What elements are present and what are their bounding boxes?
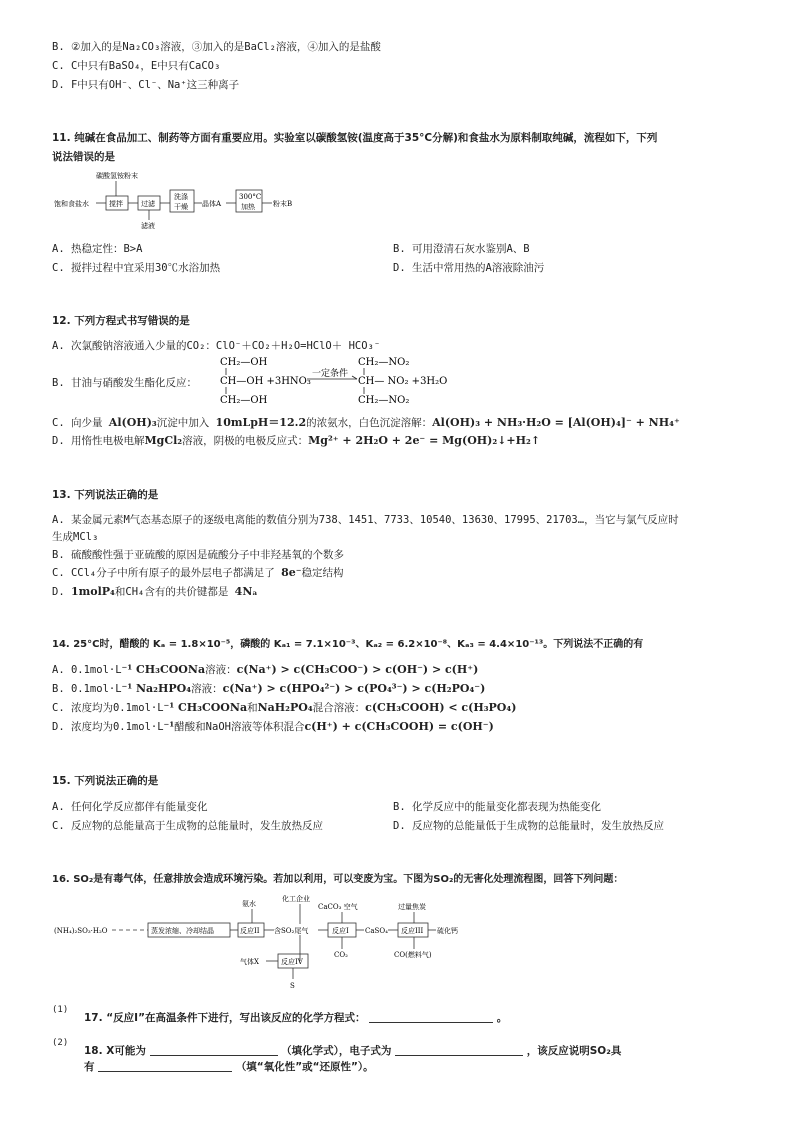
q14-b-math2: c(Na⁺) > c(HPO₄²⁻) > c(PO₄³⁻) > c(H₂PO₄⁻)	[222, 682, 486, 695]
q12-struct-r2: CH— NO₂ +3H₂O	[358, 376, 448, 387]
q12-d-text2: 溶液，阴极的电极反应式：	[182, 435, 309, 447]
q12-c-math1: Al(OH)₃	[108, 416, 157, 429]
q12-d-text1: D. 用惰性电极电解	[52, 435, 145, 447]
q13-d-text1: D.	[52, 586, 71, 598]
prev-option-d: D. F中只有OH⁻、Cl⁻、Na⁺这三种离子	[52, 79, 240, 91]
q16-sub2-property-blank[interactable]	[98, 1060, 232, 1072]
q15-option-d: D. 反应物的总能量低于生成物的总能量时，发生放热反应	[393, 820, 664, 832]
q16-sub2-text-b: （填化学式），电子式为	[281, 1045, 392, 1057]
q11-option-b: B. 可用澄清石灰水鉴别A、B	[393, 243, 530, 255]
q12-glycerol-structure	[212, 354, 452, 410]
q12-struct-r3: CH₂—NO₂	[358, 395, 410, 406]
q16-flow-box-evap-label: 蒸发浓缩、冷却结晶	[151, 927, 214, 935]
q13-stem: 13. 下列说法正确的是	[52, 489, 159, 501]
q12-option-d	[52, 434, 540, 448]
q12-option-a: A. 次氯酸钠溶液通入少量的CO₂：ClO⁻＋CO₂＋H₂O=HClO＋ HCO₃⁻	[52, 340, 381, 352]
q16-flow-tail-gas: 含SO₂尾气	[274, 927, 309, 935]
q11-flow-box-wash-label2: 干燥	[174, 203, 188, 211]
q16-flow-co: CO(燃料气)	[394, 951, 432, 959]
q16-flow-gas-x: 气体X	[240, 958, 259, 966]
q14-b-text2: 溶液：	[191, 683, 223, 695]
q16-flow-plant: 化工企业	[282, 895, 310, 903]
q14-c-math2: NaH₂PO₄	[257, 701, 313, 714]
q16-flow-coke: 过量焦炭	[398, 903, 426, 911]
q13-d-text2: 和CH₄含有的共价键都是	[114, 586, 235, 598]
q16-flow-co2: CO₂	[334, 951, 348, 959]
q16-stem: 16. SO₂是有毒气体，任意排放会造成环境污染。若加以利用，可以变废为宝。下图为SO₂的无害化处理流程图，回答下列问题：	[52, 874, 624, 885]
q14-a-text2: 溶液：	[205, 664, 237, 676]
q16-sub1	[84, 1011, 507, 1025]
q12-struct-condition: 一定条件	[312, 369, 349, 379]
q14-b-text1: B. 0.1mol·L	[52, 683, 122, 695]
q14-d-math1: ⁻¹	[163, 720, 175, 733]
q16-flow-caso4: CaSO₄	[365, 927, 388, 935]
q11-flow-filtrate: 滤液	[141, 222, 155, 230]
q11-stem-line1: 11. 纯碱在食品加工、制药等方面有重要应用。实验室以碳酸氢铵(温度高于35°C分解)和食盐水为原料制取纯碱，流程如下，下列	[52, 132, 658, 144]
q14-option-b	[52, 682, 485, 696]
q11-flow-box-filter-label: 过滤	[141, 200, 155, 208]
q16-sub1-answer-blank[interactable]	[369, 1011, 493, 1023]
q11-flow-box-heat-label2: 加热	[241, 203, 255, 211]
q11-option-d: D. 生活中常用热的A溶液除油污	[393, 262, 545, 274]
q16-sub2-text-e: （填“氧化性”或“还原性”）。	[235, 1061, 374, 1073]
q11-flow-input-left: 饱和食盐水	[54, 200, 89, 208]
q16-sub2-formula-blank[interactable]	[150, 1044, 278, 1056]
prev-option-b: B. ②加入的是Na₂CO₃溶液，③加入的是BaCl₂溶液，④加入的是盐酸	[52, 41, 381, 53]
q12-struct-r1: CH₂—NO₂	[358, 357, 410, 368]
q13-c-math: 8e⁻	[281, 566, 302, 579]
q14-d-text2: 醋酸和NaOH溶液等体积混合	[174, 721, 305, 733]
q14-c-text3: 混合溶液：	[312, 702, 366, 714]
q14-a-math1: ⁻¹ CH₃COONa	[121, 663, 206, 676]
q16-flow-box-r4-label: 反应IV	[281, 958, 303, 966]
q12-c-text1: C. 向少量	[52, 417, 109, 429]
q13-d-math1: 1molP₄	[70, 585, 115, 598]
q16-sub1-text: 17. “反应I”在高温条件下进行，写出该反应的化学方程式：	[84, 1012, 366, 1024]
q14-b-math1: ⁻¹ Na₂HPO₄	[121, 682, 192, 695]
q16-flow-product: (NH₄)₂SO₃·H₂O	[54, 927, 108, 935]
q12-stem: 12. 下列方程式书写错误的是	[52, 315, 190, 327]
q14-c-text1: C. 浓度均为0.1mol·L	[52, 702, 164, 714]
q12-struct-l1: CH₂—OH	[220, 357, 268, 368]
q16-sub1-end: 。	[496, 1012, 508, 1024]
q16-sub2-electron-blank[interactable]	[395, 1044, 523, 1056]
q14-a-math2: c(Na⁺) > c(CH₃COO⁻) > c(OH⁻) > c(H⁺)	[236, 663, 479, 676]
q16-sub2-text-c: ，该反应说明SO₂具	[526, 1045, 622, 1057]
q15-option-a: A. 任何化学反应都伴有能量变化	[52, 801, 208, 813]
q16-sub2-line1	[84, 1044, 621, 1058]
q11-flow-box-stir-label: 搅拌	[109, 200, 123, 208]
q11-stem-line2: 说法错误的是	[52, 151, 115, 163]
q13-d-math2: 4Nₐ	[234, 585, 258, 598]
q16-flow-ammonia: 氨水	[242, 900, 256, 908]
q12-d-math2: Mg²⁺ + 2H₂O + 2e⁻ = Mg(OH)₂↓+H₂↑	[308, 434, 541, 447]
q12-option-b-label: B. 甘油与硝酸发生酯化反应：	[52, 377, 197, 389]
q12-c-math3: Al(OH)₃ + NH₃·H₂O = [Al(OH)₄]⁻ + NH₄⁺	[432, 416, 680, 429]
q12-struct-l3: CH₂—OH	[220, 395, 268, 406]
q16-flow-caco3-air: CaCO₃ 空气	[318, 903, 358, 911]
q11-flow-input-top: 碳酸氢铵粉末	[96, 172, 138, 180]
q14-option-a	[52, 663, 478, 677]
q14-c-math1: ⁻¹ CH₃COONa	[163, 701, 248, 714]
q16-sub2-text-a: 18. X可能为	[84, 1045, 146, 1057]
q13-option-a-line1: A. 某金属元素M气态基态原子的逐级电离能的数值分别为738、1451、7733、10540、13630、17995、21703…，当它与氯气反应时	[52, 514, 679, 526]
q13-c-text2: 稳定结构	[301, 567, 344, 579]
q16-flow-cas: 硫化钙	[437, 927, 458, 935]
q15-option-b: B. 化学反应中的能量变化都表现为热能变化	[393, 801, 601, 813]
q16-sub2-text-d: 有	[84, 1061, 95, 1073]
q15-option-c: C. 反应物的总能量高于生成物的总能量时，发生放热反应	[52, 820, 323, 832]
prev-option-c: C. C中只有BaSO₄，E中只有CaCO₃	[52, 60, 221, 72]
q11-flow-box-heat-label1: 300°C	[239, 193, 262, 201]
q16-flow-box-r3-label: 反应III	[401, 927, 424, 935]
q13-option-a-line2: 生成MCl₃	[52, 531, 99, 543]
q14-stem: 14. 25°C时，醋酸的 Kₐ = 1.8×10⁻⁵，磷酸的 Kₐ₁ = 7.1×10⁻³、Kₐ₂ = 6.2×10⁻⁸、Kₐ₃ = 4.4×10⁻¹³。下列说法不正确的有	[52, 639, 644, 650]
q13-option-d	[52, 585, 258, 599]
q14-c-math3: c(CH₃COOH) < c(H₃PO₄)	[365, 701, 517, 714]
q12-option-c	[52, 416, 680, 430]
q14-c-text2: 和	[247, 702, 258, 714]
q11-option-c: C. 搅拌过程中宜采用30℃水浴加热	[52, 262, 221, 274]
q12-struct-l2: CH—OH +3HNO₃	[220, 376, 311, 387]
q16-sub2-line2	[84, 1060, 374, 1074]
q14-option-c	[52, 701, 516, 715]
q12-d-math1: MgCl₂	[144, 434, 183, 447]
q11-flow-box-wash-label1: 洗涤	[174, 193, 188, 201]
q14-a-text1: A. 0.1mol·L	[52, 664, 122, 676]
q12-c-text2: 沉淀中加入	[156, 417, 216, 429]
q12-c-math2: 10mLpH＝12.2	[215, 416, 307, 429]
q16-flow-box-r2-label: 反应II	[240, 927, 260, 935]
q16-flow-diagram	[52, 891, 652, 993]
q12-c-text3: 的浓氨水，白色沉淀溶解：	[306, 417, 433, 429]
q14-d-text1: D. 浓度均为0.1mol·L	[52, 721, 164, 733]
q11-flow-powder-b: 粉末B	[273, 200, 293, 208]
q16-sub1-number: (1)	[52, 1005, 69, 1015]
q16-flow-s: S	[290, 982, 295, 990]
q16-flow-box-r1-label: 反应I	[332, 927, 349, 935]
q13-option-b: B. 硫酸酸性强于亚硫酸的原因是硫酸分子中非羟基氧的个数多	[52, 549, 344, 561]
q15-stem: 15. 下列说法正确的是	[52, 775, 159, 787]
q14-d-math2: c(H⁺) + c(CH₃COOH) = c(OH⁻)	[304, 720, 494, 733]
q14-option-d	[52, 720, 494, 734]
q11-flow-crystal-a: 晶体A	[202, 200, 222, 208]
q11-option-a: A. 热稳定性：B>A	[52, 243, 143, 255]
q13-c-text1: C. CCl₄分子中所有原子的最外层电子都满足了	[52, 567, 282, 579]
q11-flow-diagram	[52, 168, 322, 232]
q16-sub2-number: (2)	[52, 1038, 69, 1048]
q13-option-c	[52, 566, 344, 580]
